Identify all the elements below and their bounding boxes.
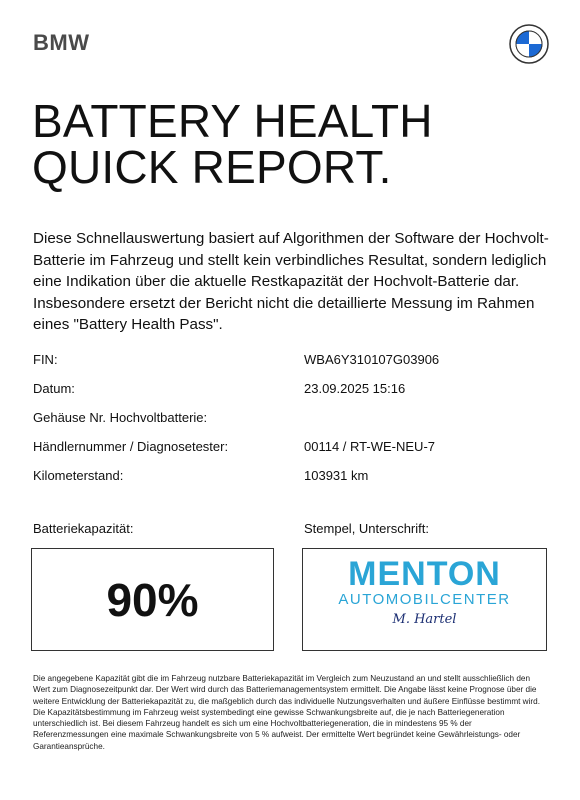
brand-wordmark: BMW — [33, 30, 90, 55]
dealer-stamp-name: MENTON — [348, 555, 501, 593]
vehicle-facts — [33, 352, 553, 497]
fact-label: Händlernummer / Diagnosetester: — [33, 439, 229, 454]
fact-row-mileage — [33, 468, 553, 497]
capacity-label: Batteriekapazität: — [33, 521, 134, 536]
stamp-box — [302, 548, 547, 651]
intro-text: Diese Schnellauswertung basiert auf Algorithmen der Software der Hochvolt-Batterie im Fahrzeug und stellt kein verbindliches Resultat, sondern lediglich eine Indikation über die aktuelle Restkapazität der Hochvolt-Batterie dar. Insbesondere ersetzt der Bericht nicht die detaillierte Messung im Rahmen eines "Battery Health Pass". — [33, 230, 549, 333]
report-title-line-1: BATTERY HEALTH — [32, 95, 433, 147]
fact-value: WBA6Y310107G03906 — [304, 352, 440, 367]
fact-value: 23.09.2025 15:16 — [304, 381, 406, 396]
fact-label: Datum: — [33, 381, 75, 396]
dealer-stamp-subtitle: AUTOMOBILCENTER — [338, 591, 511, 608]
fact-row-date — [33, 381, 553, 410]
signature: M. Hartel — [392, 612, 457, 627]
report-title-line-2: QUICK REPORT. — [32, 141, 392, 193]
fact-row-fin — [33, 352, 553, 381]
capacity-box — [31, 548, 274, 651]
fact-value: 00114 / RT-WE-NEU-7 — [304, 439, 436, 454]
fact-value: 103931 km — [304, 468, 369, 483]
fact-label: Gehäuse Nr. Hochvoltbatterie: — [33, 410, 208, 425]
stamp-label: Stempel, Unterschrift: — [304, 521, 429, 536]
disclaimer-text: Die angegebene Kapazität gibt die im Fahrzeug nutzbare Batteriekapazität im Vergleich zum Neuzustand an und stellt ausschließlich den Wert zum Diagnosezeitpunkt dar. Der Wert wird durch das Batteriemanagementsystem ermittelt. Die Angabe lässt keine Prognose über die weitere Entwicklung der Batteriekapazität zu, die maßgeblich durch das individuelle Nutzungsverhalten und äußere Einflüsse bestimmt wird. Die Kapazitätsbestimmung im Fahrzeug weist systembedingt eine gewisse Schwankungsbreite auf, die je nach Batteriegeneration unterschiedlich ist. Bei diesem Fahrzeug handelt es sich um eine Hochvoltbatteriegeneration, die in mindestens 95 % der Referenzmessungen eine maximale Schwankungsbreite von 5 % aufweist. Der ermittelte Wert begründet keine Gewährleistungs- oder Garantieansprüche. — [33, 674, 540, 751]
fact-row-battery-housing — [33, 410, 553, 439]
report-title — [32, 95, 433, 193]
capacity-value: 90% — [106, 574, 199, 626]
fact-label: Kilometerstand: — [33, 468, 124, 483]
fact-label: FIN: — [33, 352, 58, 367]
fact-row-dealer — [33, 439, 553, 468]
bmw-roundel-icon — [509, 24, 549, 64]
